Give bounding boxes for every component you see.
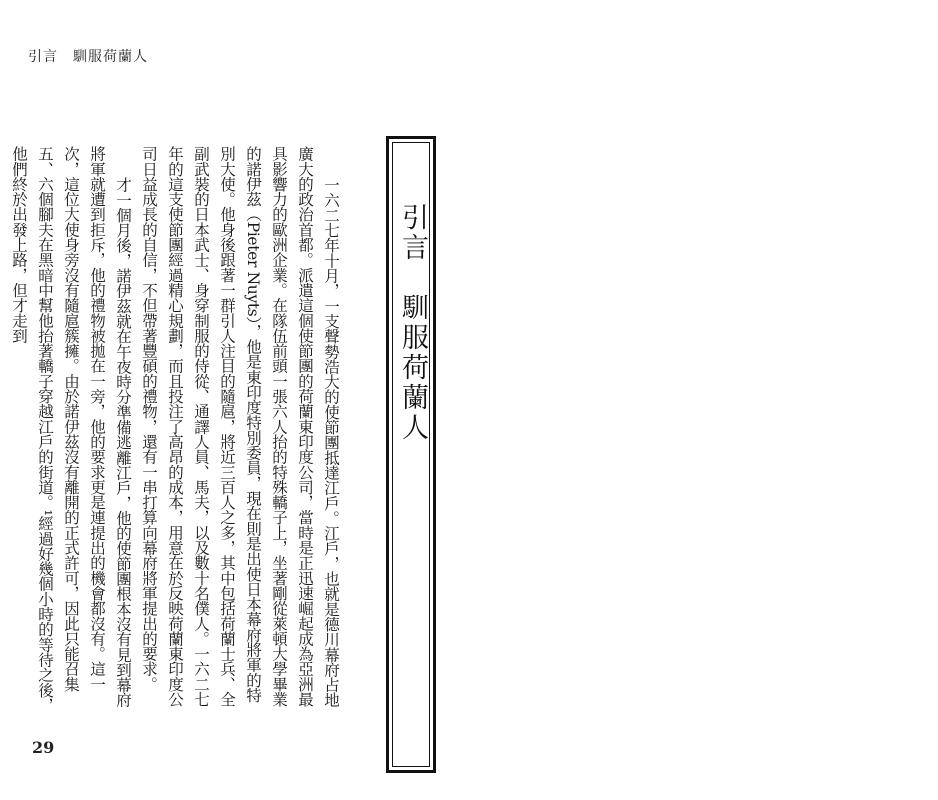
body-text: [10, 146, 344, 714]
running-header: 引言 馴服荷蘭人: [28, 49, 148, 65]
page-number: 29: [32, 738, 55, 757]
paragraph: 一六二七年十月，一支聲勢浩大的使節團抵達江戶。江戶，也就是德川幕府占地廣大的政治首都。派遣這個使節團的荷蘭東印度公司，當時是正迅速崛起成為亞洲最具影響力的歐洲企業。在隊伍前頭一張六人抬的特殊轎子上，坐著剛從萊頓大學畢業的諾伊茲（Pieter Nuyts），他是東印度特別委員，現在則是出使日本幕府將軍的特別大使。他身後跟著一群引人注目的隨扈，將近三百人之多，其中包括荷蘭士兵、全副武裝的日本武士、身穿制服的侍從、通譯人員、馬夫，以及數十名僕人。一六二七年的這支使節團經過精心規劃，而且投注了高昂的成本，用意在於反映荷蘭東印度公司日益成長的自信，不但帶著豐碩的禮物，還有一串打算向幕府將軍提出的要求。: [140, 146, 340, 708]
paragraph: 才一個月後，諾伊茲就在午夜時分準備逃離江戶，他的使節團根本沒有見到幕府將軍就遭到拒斥，他的禮物被拋在一旁，他的要求更是連提出的機會都沒有。這一次，這位大使身旁沒有隨扈簇擁。由於諾伊茲沒有離開的正式許可，因此只能召集五、六個腳夫在黑暗中幫他抬著轎子穿越江戶的街道。¹經過好幾個小時的等待之後，他們終於出發上路，但才走到: [10, 146, 132, 713]
chapter-title: 引言 馴服荷蘭人: [397, 203, 428, 443]
